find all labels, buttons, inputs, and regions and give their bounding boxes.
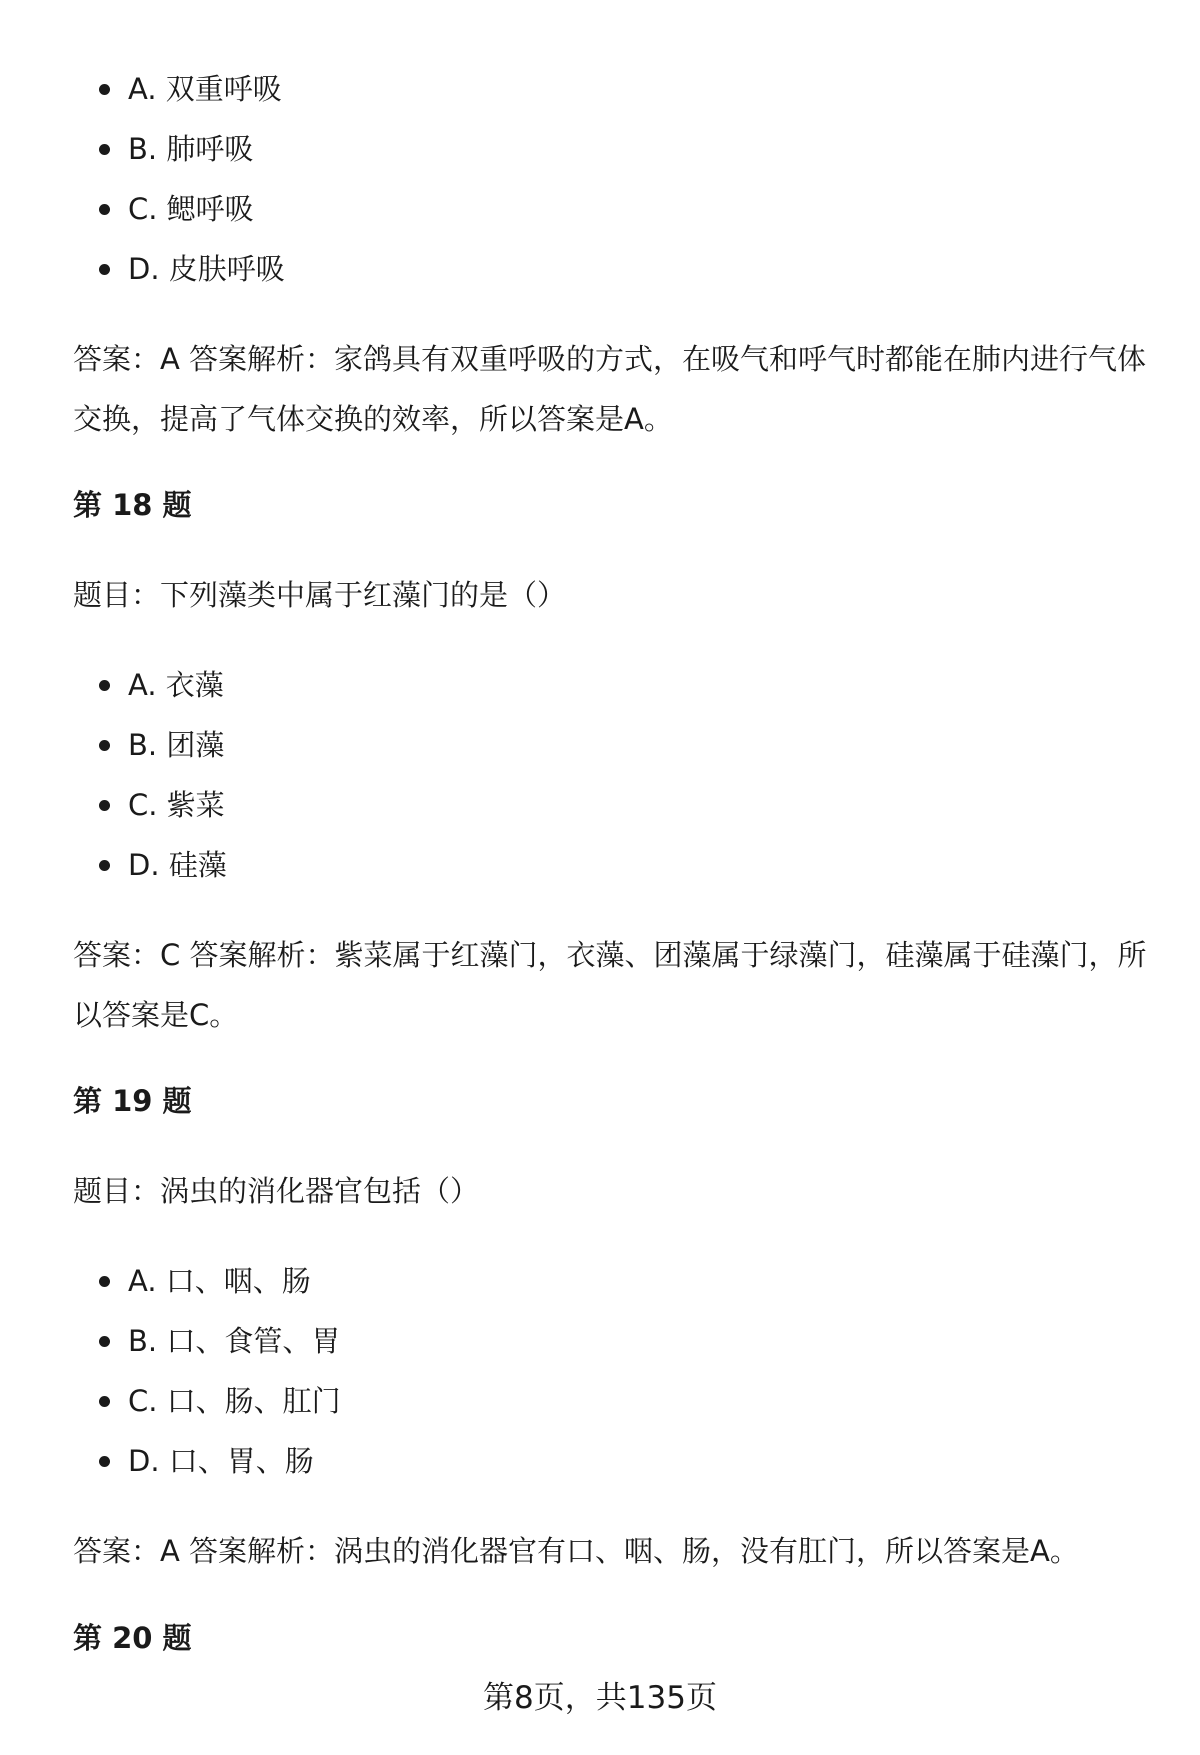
option-label: C. 鳃呼吸	[128, 192, 254, 226]
bullet-icon	[99, 1336, 110, 1347]
q19-option-a	[73, 1251, 341, 1311]
bullet-icon	[99, 740, 110, 751]
q18-answer: 答案：C 答案解析：紫菜属于红藻门，衣藻、团藻属于绿藻门，硅藻属于硅藻门，所以答案是C。	[73, 938, 1147, 1032]
option-label: B. 团藻	[128, 728, 225, 762]
q18-question: 题目：下列藻类中属于红藻门的是（）	[73, 578, 567, 612]
q18-option-a	[73, 655, 227, 715]
bullet-icon	[99, 800, 110, 811]
option-label: A. 衣藻	[128, 668, 224, 702]
q18-option-b	[73, 715, 227, 775]
option-label: D. 口、胃、肠	[128, 1444, 314, 1478]
option-label: A. 双重呼吸	[128, 72, 282, 106]
page-number: 第8页，共135页	[483, 1680, 717, 1716]
bullet-icon	[99, 680, 110, 691]
option-label: D. 皮肤呼吸	[128, 252, 285, 286]
q18-option-d	[73, 835, 227, 895]
option-label: B. 口、食管、胃	[128, 1324, 341, 1358]
q17-option-c	[73, 179, 285, 239]
q18-options	[73, 655, 227, 895]
bullet-icon	[99, 1276, 110, 1287]
option-label: D. 硅藻	[128, 848, 227, 882]
q17-option-d	[73, 239, 285, 299]
option-label: C. 紫菜	[128, 788, 225, 822]
bullet-icon	[99, 860, 110, 871]
bullet-icon	[99, 1396, 110, 1407]
option-label: C. 口、肠、肛门	[128, 1384, 341, 1418]
bullet-icon	[99, 84, 110, 95]
bullet-icon	[99, 1456, 110, 1467]
q19-option-c	[73, 1371, 341, 1431]
q18-option-c	[73, 775, 227, 835]
bullet-icon	[99, 264, 110, 275]
bullet-icon	[99, 144, 110, 155]
q19-options	[73, 1251, 341, 1491]
q20-heading: 第 20 题	[73, 1621, 192, 1655]
q19-answer: 答案：A 答案解析：涡虫的消化器官有口、咽、肠，没有肛门，所以答案是A。	[73, 1534, 1079, 1568]
q19-heading: 第 19 题	[73, 1084, 192, 1118]
q17-option-b	[73, 119, 285, 179]
q19-question: 题目：涡虫的消化器官包括（）	[73, 1174, 480, 1208]
q18-heading: 第 18 题	[73, 488, 192, 522]
q17-answer: 答案：A 答案解析：家鸽具有双重呼吸的方式，在吸气和呼气时都能在肺内进行气体交换，提高了气体交换的效率，所以答案是A。	[73, 342, 1147, 436]
q19-option-b	[73, 1311, 341, 1371]
q19-option-d	[73, 1431, 341, 1491]
option-label: B. 肺呼吸	[128, 132, 254, 166]
q17-options	[73, 59, 285, 299]
option-label: A. 口、咽、肠	[128, 1264, 311, 1298]
bullet-icon	[99, 204, 110, 215]
q17-option-a	[73, 59, 285, 119]
